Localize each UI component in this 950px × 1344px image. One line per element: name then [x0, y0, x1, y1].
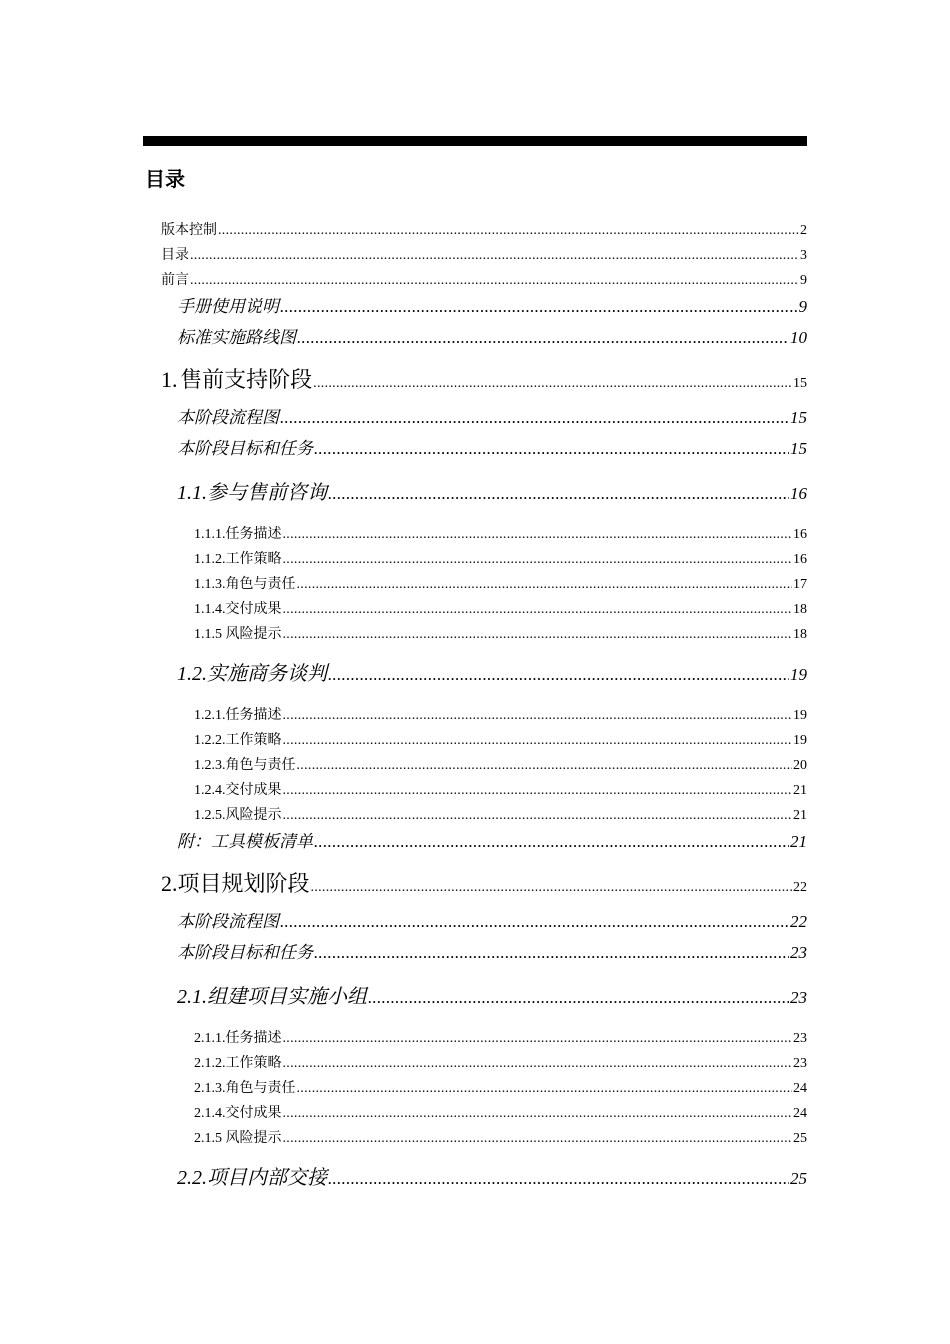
toc-entry-section-1-1[interactable] [177, 476, 807, 505]
toc-entry-1-1-3[interactable] [194, 573, 807, 593]
toc-entry-label: 版本控制 [161, 223, 217, 238]
leader-dots [314, 439, 789, 459]
toc-entry-section-2-1[interactable] [177, 980, 807, 1009]
toc-entry-section-1-2[interactable] [177, 657, 807, 686]
leader-dots [280, 912, 789, 932]
toc-entry-roadmap[interactable] [177, 323, 807, 348]
leader-dots [313, 367, 792, 393]
leader-dots [283, 1056, 793, 1072]
toc-entry-page: 23 [793, 1056, 807, 1071]
toc-entry-page: 19 [790, 665, 807, 684]
toc-entry-label: 2.项目规划阶段 [161, 871, 310, 896]
toc-entry-page: 9 [798, 297, 807, 316]
toc-entry-label: 2.1.4.交付成果 [194, 1106, 282, 1121]
toc-entry-label: 前言 [161, 273, 189, 288]
toc-entry-page: 2 [800, 223, 807, 238]
leader-dots [283, 783, 793, 799]
toc-entry-label: 2.1.3.角色与责任 [194, 1081, 296, 1096]
leader-dots [283, 1131, 793, 1147]
toc-entry-label: 目录 [161, 248, 189, 263]
toc-entry-1-1-4[interactable] [194, 598, 807, 618]
toc-entry-page: 24 [793, 1106, 807, 1121]
toc-entry-page: 19 [793, 708, 807, 723]
toc-entry-page: 25 [793, 1131, 807, 1146]
toc-entry-2-1-1[interactable] [194, 1027, 807, 1047]
toc-entry-version-control[interactable] [161, 219, 807, 239]
toc-entry-page: 10 [790, 328, 807, 347]
toc-entry-page: 22 [793, 880, 807, 895]
leader-dots [280, 408, 789, 428]
toc-entry-page: 24 [793, 1081, 807, 1096]
leader-dots [190, 248, 799, 264]
toc-entry-label: 1.2.1.任务描述 [194, 708, 282, 723]
leader-dots [283, 733, 793, 749]
toc-entry-section-2-2[interactable] [177, 1161, 807, 1190]
toc-entry-page: 15 [793, 376, 807, 391]
toc-entry-label: 实施商务谈判 [207, 663, 327, 685]
toc-entry-page: 15 [790, 408, 807, 427]
leader-dots [283, 1106, 793, 1122]
toc-entry-1-2-4[interactable] [194, 779, 807, 799]
toc-heading: 目录 [145, 167, 185, 191]
toc-entry-goals[interactable] [177, 434, 807, 459]
toc-entry-appendix-templates[interactable] [177, 827, 807, 852]
toc-entry-1-2-1[interactable] [194, 704, 807, 724]
toc-entry-manual-usage[interactable] [177, 292, 807, 317]
toc-entry-label: 本阶段流程图 [177, 408, 279, 427]
leader-dots [314, 943, 789, 963]
toc-entry-label: 附：工具模板清单 [177, 832, 313, 851]
toc-entry-page: 16 [793, 527, 807, 542]
toc-entry-page: 16 [793, 552, 807, 567]
toc-entry-1-2-2[interactable] [194, 729, 807, 749]
toc-entry-page: 3 [800, 248, 807, 263]
toc-entry-1-1-2[interactable] [194, 548, 807, 568]
toc-entry-page: 15 [790, 439, 807, 458]
leader-dots [297, 577, 793, 593]
toc-entry-chapter-1[interactable] [161, 363, 807, 394]
toc-entry-page: 23 [790, 943, 807, 962]
toc-entry-page: 9 [800, 273, 807, 288]
toc-entry-chapter-2[interactable] [161, 867, 807, 898]
leader-dots [283, 552, 793, 568]
leader-dots [311, 871, 792, 897]
leader-dots [283, 627, 793, 643]
leader-dots [190, 273, 799, 289]
leader-dots [297, 758, 793, 774]
toc-entry-page: 21 [790, 832, 807, 851]
leader-dots [218, 223, 799, 239]
toc-entry-label: 2.2.项目内部交接 [177, 1167, 327, 1189]
leader-dots [280, 297, 798, 317]
toc-entry-flowchart-2[interactable] [177, 907, 807, 932]
toc-entry-page: 20 [793, 758, 807, 773]
toc-entry-label: 2.1.5 风险提示 [194, 1131, 282, 1146]
toc-entry-2-1-4[interactable] [194, 1102, 807, 1122]
leader-dots [368, 986, 789, 1009]
leader-dots [297, 328, 789, 348]
toc-entry-label: 本阶段目标和任务 [177, 943, 313, 962]
header-rule [143, 136, 807, 146]
toc-entry-label: 标准实施路线图 [177, 328, 296, 347]
toc-entry-1-1-5[interactable] [194, 623, 807, 643]
toc-entry-label: 本阶段流程图 [177, 912, 279, 931]
toc-entry-page: 21 [793, 783, 807, 798]
toc-entry-page: 25 [790, 1169, 807, 1188]
toc-entry-2-1-5[interactable] [194, 1127, 807, 1147]
toc-entry-label: 1.2.2.工作策略 [194, 733, 282, 748]
toc-entry-page: 22 [790, 912, 807, 931]
toc-entry-label: 2.1.组建项目实施小组 [177, 986, 367, 1008]
toc-entry-page: 17 [793, 577, 807, 592]
toc-entry-goals-2[interactable] [177, 938, 807, 963]
toc-entry-label: 售前支持阶段 [180, 367, 313, 392]
leader-dots [283, 808, 793, 824]
leader-dots [283, 708, 793, 724]
toc-entry-page: 16 [790, 484, 807, 503]
toc-entry-2-1-3[interactable] [194, 1077, 807, 1097]
toc-entry-label: 手册使用说明 [177, 297, 279, 316]
toc-entry-label: 2.1.1.任务描述 [194, 1031, 282, 1046]
toc-entry-number: 1.1. [177, 482, 207, 504]
toc-entry-2-1-2[interactable] [194, 1052, 807, 1072]
leader-dots [328, 663, 789, 686]
leader-dots [283, 602, 793, 618]
toc-entry-preface[interactable] [161, 269, 807, 289]
toc-entry-label: 1.1.2.工作策略 [194, 552, 282, 567]
toc-entry-page: 18 [793, 602, 807, 617]
toc-entry-page: 23 [790, 988, 807, 1007]
toc-entry-label: 1.1.5 风险提示 [194, 627, 282, 642]
toc-entry-contents[interactable] [161, 244, 807, 264]
leader-dots [314, 832, 789, 852]
toc-entry-1-2-5[interactable] [194, 804, 807, 824]
toc-entry-flowchart[interactable] [177, 403, 807, 428]
toc-entry-page: 18 [793, 627, 807, 642]
toc-entry-1-2-3[interactable] [194, 754, 807, 774]
toc-entry-label: 1.2.5.风险提示 [194, 808, 282, 823]
toc-entry-number: 1.2. [177, 663, 207, 685]
leader-dots [283, 1031, 793, 1047]
toc-entry-label: 1.2.4.交付成果 [194, 783, 282, 798]
leader-dots [328, 482, 789, 505]
toc-entry-label: 1.1.4.交付成果 [194, 602, 282, 617]
toc-entry-label: 1.1.3.角色与责任 [194, 577, 296, 592]
leader-dots [297, 1081, 793, 1097]
toc-entry-page: 21 [793, 808, 807, 823]
toc-entry-1-1-1[interactable] [194, 523, 807, 543]
toc-entry-label: 2.1.2.工作策略 [194, 1056, 282, 1071]
toc-entry-label: 本阶段目标和任务 [177, 439, 313, 458]
toc-entry-label: 1.2.3.角色与责任 [194, 758, 296, 773]
toc-entry-label: 1.1.1.任务描述 [194, 527, 282, 542]
toc-entry-page: 23 [793, 1031, 807, 1046]
toc-entry-number: 1. [161, 367, 178, 392]
toc-entry-label: 参与售前咨询 [207, 482, 327, 504]
leader-dots [283, 527, 793, 543]
toc-entry-page: 19 [793, 733, 807, 748]
leader-dots [328, 1167, 789, 1190]
